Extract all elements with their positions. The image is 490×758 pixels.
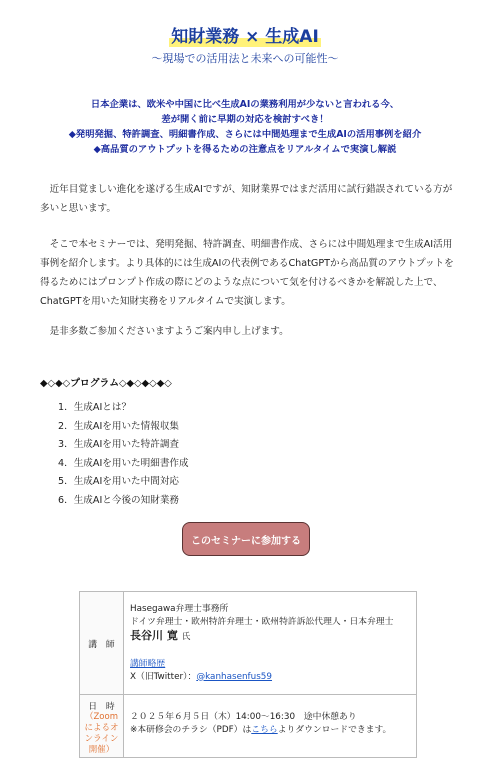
lecturer-name-line	[130, 629, 410, 644]
program-item: 1．生成AIとは？	[58, 402, 132, 413]
body-paragraph-2: そこで本セミナーでは、発明発掘、特許調査、明細書作成、さらには中間処理まで生成AI活用事例を紹介します。より具体的には生成AIの代表例であるChatGPTから高品質のアウトプットを得るためにはプロンプト作成の際にどのような点について気を付けるべきかを解説した上で、ChatGPTを用いた知財実務をリアルタイムで実演します。	[40, 239, 454, 307]
x-handle-link[interactable]: @kanhasenfus59	[196, 671, 273, 682]
date-label-cell	[80, 695, 124, 758]
lead-line-4: ◆高品質のアウトプットを得るための注意点をリアルタイムで実演し解説	[93, 144, 397, 155]
join-seminar-button[interactable]: このセミナーに参加する	[182, 522, 310, 556]
lecturer-label: 講 師	[80, 592, 124, 695]
program-item: 5．生成AIを用いた中間対応	[58, 476, 180, 487]
program-heading: ◆◇◆◇プログラム◇◆◇◆◇◆◇	[40, 378, 172, 389]
x-prefix: X（旧Twitter）：	[130, 671, 197, 682]
lecturer-titles: ドイツ弁理士・欧州特許弁理士・欧州特許訴訟代理人・日本弁理士	[130, 616, 394, 627]
flyer-link[interactable]: こちら	[251, 725, 278, 735]
lecturer-x-line	[130, 671, 410, 684]
date-row	[80, 695, 417, 758]
lecturer-honorific: 氏	[181, 631, 191, 642]
lead-line-3: ◆発明発掘、特許調査、明細書作成、さらには中間処理まで生成AIの活用事例を紹介	[68, 129, 422, 140]
page-title-text: 知財業務 × 生成AI	[171, 27, 319, 47]
body-paragraph-1: 近年目覚ましい進化を遂げる生成AIですが、知財業界ではまだ活用に試行錯誤されている方が多いと思います。	[40, 184, 453, 214]
spacer	[130, 644, 410, 658]
lead-text	[40, 97, 450, 157]
lead-line-2: 差が開く前に早期の対応を検討すべき！	[161, 114, 329, 125]
page-title	[0, 22, 490, 47]
page-subtitle: ～現場での活用法と未来への可能性～	[151, 52, 339, 65]
lecturer-name: 長谷川 寛	[130, 628, 178, 642]
date-label: 日 時	[88, 702, 115, 712]
lecturer-row	[80, 592, 417, 695]
body-paragraph-3: 是非多数ご参加くださいますようご案内申し上げます。	[40, 326, 289, 337]
seminar-info-table	[79, 591, 417, 758]
lecturer-office: Hasegawa弁理士事務所	[130, 603, 229, 614]
program-item: 6．生成AIと今後の知財業務	[58, 494, 180, 506]
lecturer-bio-link[interactable]: 講師略歴	[130, 658, 166, 669]
date-time: ２０２５年６月５日（木）14:00～16:30 途中休憩あり	[130, 712, 357, 722]
lead-line-1: 日本企業は、欧米や中国に比べ生成AIの業務利用が少ないと言われる今、	[90, 99, 400, 110]
flyer-suffix: よりダウンロードできます。	[277, 725, 392, 735]
program-item: 4．生成AIを用いた明細書作成	[58, 457, 189, 469]
date-cell	[124, 695, 417, 758]
flyer-prefix: ※本研修会のチラシ（PDF）は	[130, 725, 252, 735]
program-list	[58, 399, 189, 510]
flyer-line	[130, 724, 410, 737]
lecturer-cell	[124, 592, 417, 695]
date-note: （Zoomによるオンライン開催）	[84, 712, 119, 755]
program-item: 2．生成AIを用いた情報収集	[58, 420, 180, 432]
program-item: 3．生成AIを用いた特許調査	[58, 439, 180, 450]
